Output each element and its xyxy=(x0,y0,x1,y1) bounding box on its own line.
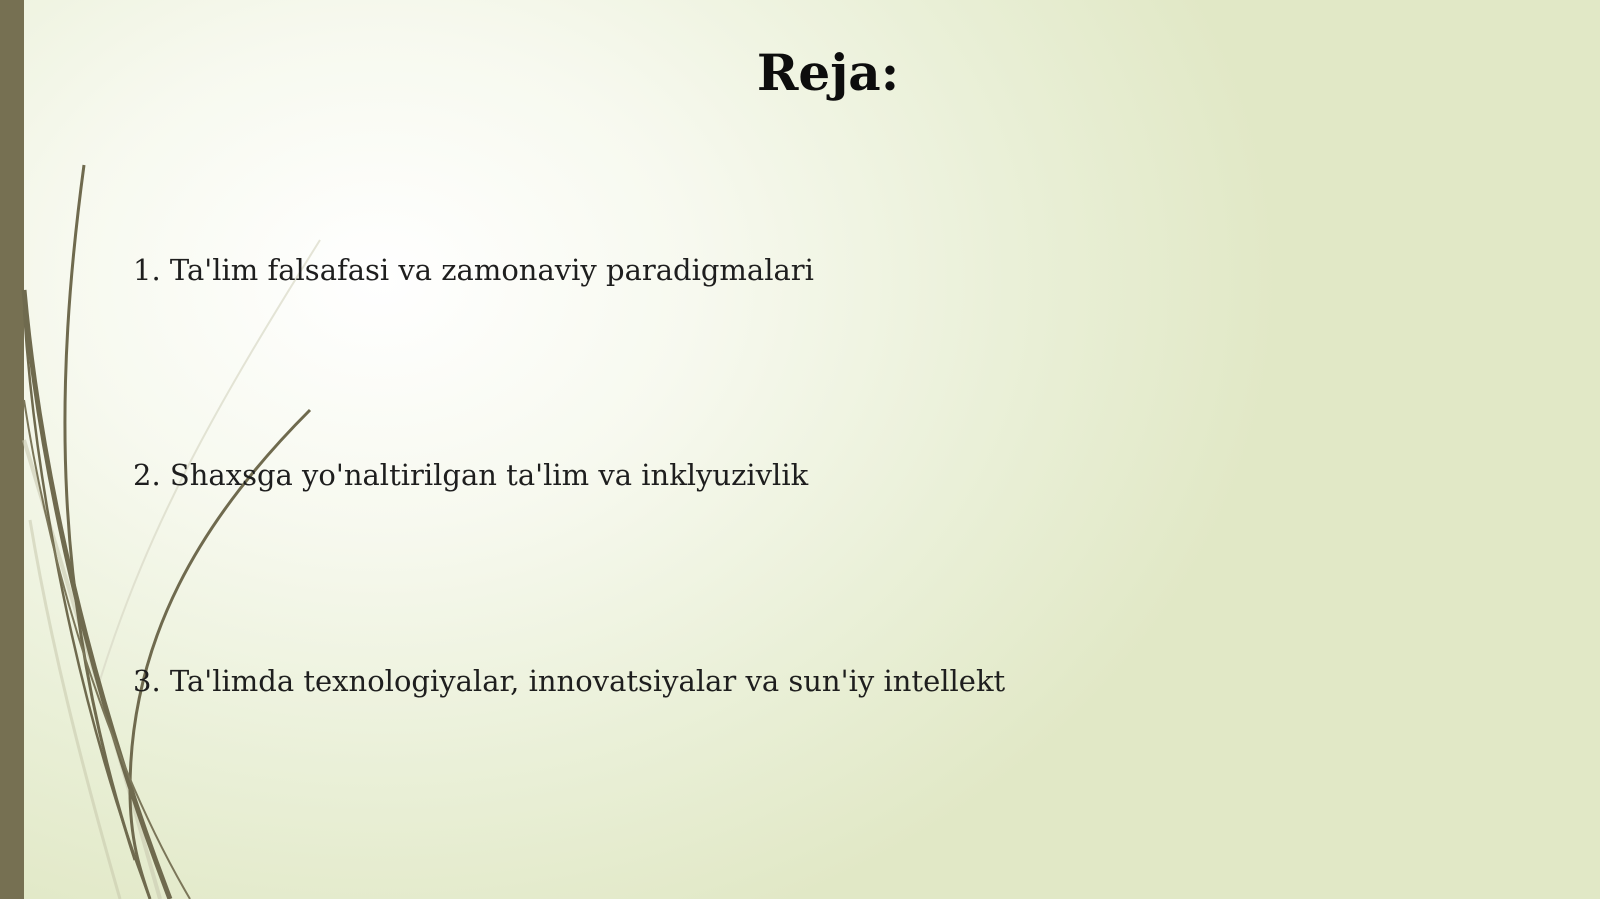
slide-title: Reja: xyxy=(756,43,900,102)
grass-blades-graphic xyxy=(0,0,420,899)
plan-item-2: 2. Shaxsga yo'naltirilgan ta'lim va inklyuzivlik xyxy=(133,458,809,492)
plan-item-1: 1. Ta'lim falsafasi va zamonaviy paradigmalari xyxy=(133,253,814,287)
plan-item-3: 3. Ta'limda texnologiyalar, innovatsiyalar va sun'iy intellekt xyxy=(133,664,1006,698)
